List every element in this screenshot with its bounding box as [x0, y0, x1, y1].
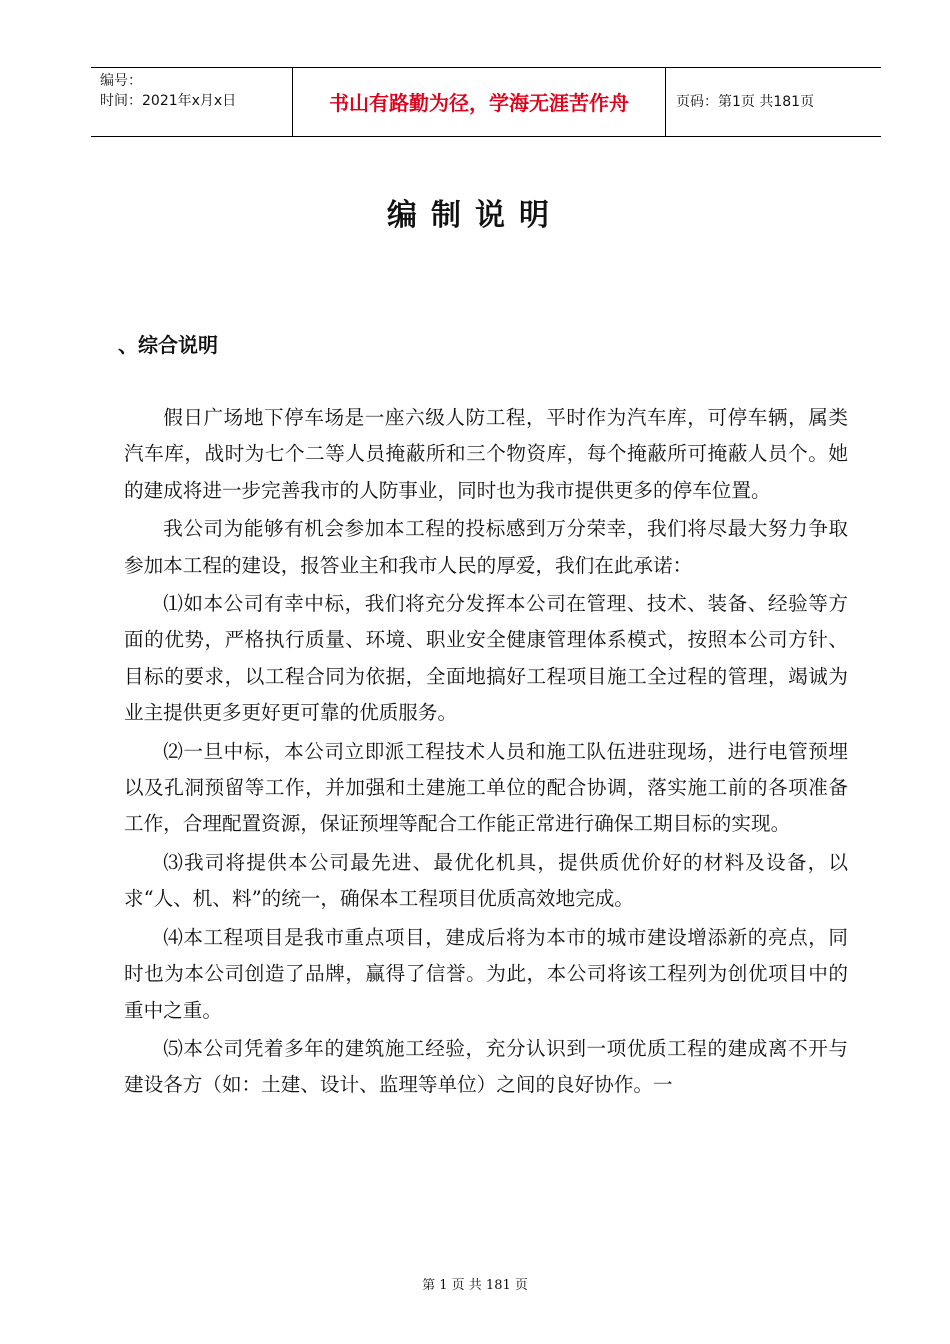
paragraph: 假日广场地下停车场是一座六级人防工程，平时作为汽车库，可停车辆，属类汽车库，战时为七个二等人员掩蔽所和三个物资库，每个掩蔽所可掩蔽人员个。她的建成将进一步完善我市的人防事业，同时也为我市提供更多的停车位置。: [124, 406, 848, 502]
page-info: 页码：第1页 共181页: [676, 94, 815, 110]
page-footer: 第 1 页 共 181 页: [422, 1278, 528, 1293]
body-text: [124, 400, 848, 1106]
section-heading: 、综合说明: [118, 333, 218, 357]
code-label: 编号：: [100, 73, 142, 89]
paragraph: ⑸本公司凭着多年的建筑施工经验，充分认识到一项优质工程的建成离不开与建设各方（如：土建、设计、监理等单位）之间的良好协作。一: [124, 1036, 848, 1097]
document-title: 编制说明: [387, 198, 563, 233]
header-motto-cell: [293, 68, 666, 136]
header-page-cell: [666, 68, 881, 136]
page-header: [91, 67, 881, 137]
paragraph: ⑴如本公司有幸中标，我们将充分发挥本公司在管理、技术、装备、经验等方面的优势，严格执行质量、环境、职业安全健康管理体系模式，按照本公司方针、目标的要求，以工程合同为依据，全面地搞好工程项目施工全过程的管理，竭诚为业主提供更多更好更可靠的优质服务。: [124, 592, 848, 725]
paragraph: ⑵一旦中标，本公司立即派工程技术人员和施工队伍进驻现场，进行电管预埋以及孔洞预留等工作，并加强和土建施工单位的配合协调，落实施工前的各项准备工作，合理配置资源，保证预埋等配合工作能正常进行确保工期目标的实现。: [124, 739, 848, 836]
paragraph: ⑷本工程项目是我市重点项目，建成后将为本市的城市建设增添新的亮点，同时也为本公司创造了品牌，赢得了信誉。为此，本公司将该工程列为创优项目中的重中之重。: [124, 925, 848, 1022]
motto: 书山有路勤为径，学海无涯苦作舟: [329, 91, 629, 115]
paragraph: ⑶我司将提供本公司最先进、最优化机具，提供质优价好的材料及设备，以求“人、机、料”的统一，确保本工程项目优质高效地完成。: [124, 850, 848, 911]
time-label: 时间：2021年x月x日: [100, 93, 237, 109]
paragraph: 我公司为能够有机会参加本工程的投标感到万分荣幸，我们将尽最大努力争取参加本工程的建设，报答业主和我市人民的厚爱，我们在此承诺：: [124, 517, 848, 577]
header-meta-cell: [91, 68, 293, 136]
